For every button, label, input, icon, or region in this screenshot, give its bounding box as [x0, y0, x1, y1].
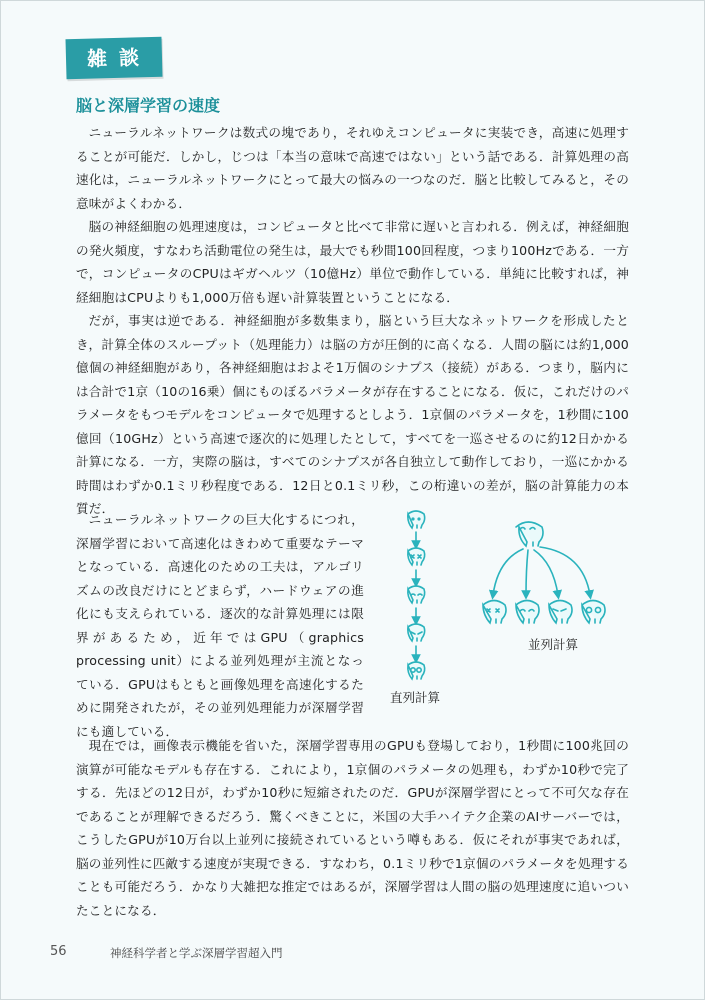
- parallel-neuron-4: [582, 601, 605, 624]
- parallel-neuron-2: [516, 601, 539, 624]
- serial-neuron-1: [408, 511, 425, 528]
- serial-neuron-2: [408, 548, 425, 565]
- neuron-illustration: [388, 505, 648, 715]
- serial-neuron-4: [408, 624, 425, 641]
- badge-label: 雑談: [86, 45, 152, 71]
- page-number: 56: [50, 944, 67, 959]
- chat-badge: [65, 37, 162, 79]
- section-title: 脳と深層学習の速度: [76, 96, 221, 115]
- serial-neuron-5: [408, 662, 425, 679]
- paragraph-3: だが，事実は逆である．神経細胞が多数集まり，脳という巨大なネットワークを形成したとき，計算全体のスループット（処理能力）は脳の方が圧倒的に高くなる．人間の脳には約1,000億個の神経細胞があり，各神経細胞はおよそ1万個のシナプス（接続）がある．つまり，脳内には合計で1京（10の16乗）個にものぼるパラメータが存在することになる．仮に，これだけのパラメータをもつモデルをコンピュータで処理するとしよう．1京個のパラメータを，1秒間に100億回（10GHz）という高速で逐次的に処理したとして，すべてを一巡させるのに約12日かかる計算になる．一方，実際の脳は，すべてのシナプスが各自独立して動作しており，一巡にかかる時間はわずか0.1ミリ秒程度である．12日と0.1ミリ秒，この桁違いの差が，脳の計算能力の本質だ．: [76, 313, 629, 516]
- paragraph-2: 脳の神経細胞の処理速度は，コンピュータと比べて非常に遅いと言われる．例えば，神経細胞の発火頻度，すなわち活動電位の発生は，最大でも秒間100回程度，つまり100Hzである．一方で，コンピュータのCPUはギガヘルツ（10億Hz）単位で動作している．単純に比較すれば，神経細胞はCPUよりも1,000万倍も遅い計算装置ということになる．: [76, 219, 629, 305]
- paragraph-4: ニューラルネットワークの巨大化するにつれ，深層学習において高速化はきわめて重要なテーマとなっている．高速化のための工夫は，アルゴリズムの改良だけにとどまらず，ハードウェアの進化にも支えられている．逐次的な計算処理には限界があるため，近年ではGPU（graphics processing unit）による並列処理が主流となっている．GPUはもともと画像処理を高速化するために開発されたが，その並列処理能力が深層学習にも適している．: [76, 512, 364, 739]
- serial-caption: 直列計算: [390, 690, 441, 705]
- serial-neuron-3: [408, 586, 425, 603]
- paragraph-5: 現在では，画像表示機能を省いた，深層学習専用のGPUも登場しており，1秒間に100兆回の演算が可能なモデルも存在する．これにより，1京個のパラメータの処理も，わずか10秒で完了する．先ほどの12日が，わずか10秒に短縮されたのだ．GPUが深層学習にとって不可欠な存在であることが理解できるだろう．驚くべきことに，米国の大手ハイテク企業のAIサーバーでは，こうしたGPUが10万台以上並列に接続されているという噂もある．仮にそれが事実であれば，脳の並列性に匹敵する速度が実現できる．すなわち，0.1ミリ秒で1京個のパラメータを処理することも可能だろう．かなり大雑把な推定ではあるが，深層学習は人間の脳の処理速度に追いついたことになる．: [76, 738, 630, 918]
- parallel-neuron-3: [549, 601, 572, 624]
- parallel-source-neuron: [516, 522, 543, 546]
- paragraph-1: ニューラルネットワークは数式の塊であり，それゆえコンピュータに実装でき，高速に処理することが可能だ．しかし，じつは「本当の意味で高速ではない」という話である．計算処理の高速化は，ニューラルネットワークにとって最大の悩みの一つなのだ．脳と比較してみると，その意味がよくわかる．: [76, 125, 629, 211]
- parallel-caption: 並列計算: [528, 637, 579, 652]
- parallel-neuron-1: [483, 601, 506, 624]
- book-title: 神経科学者と学ぶ深層学習超入門: [110, 946, 283, 960]
- serial-parallel-figure: [388, 505, 648, 715]
